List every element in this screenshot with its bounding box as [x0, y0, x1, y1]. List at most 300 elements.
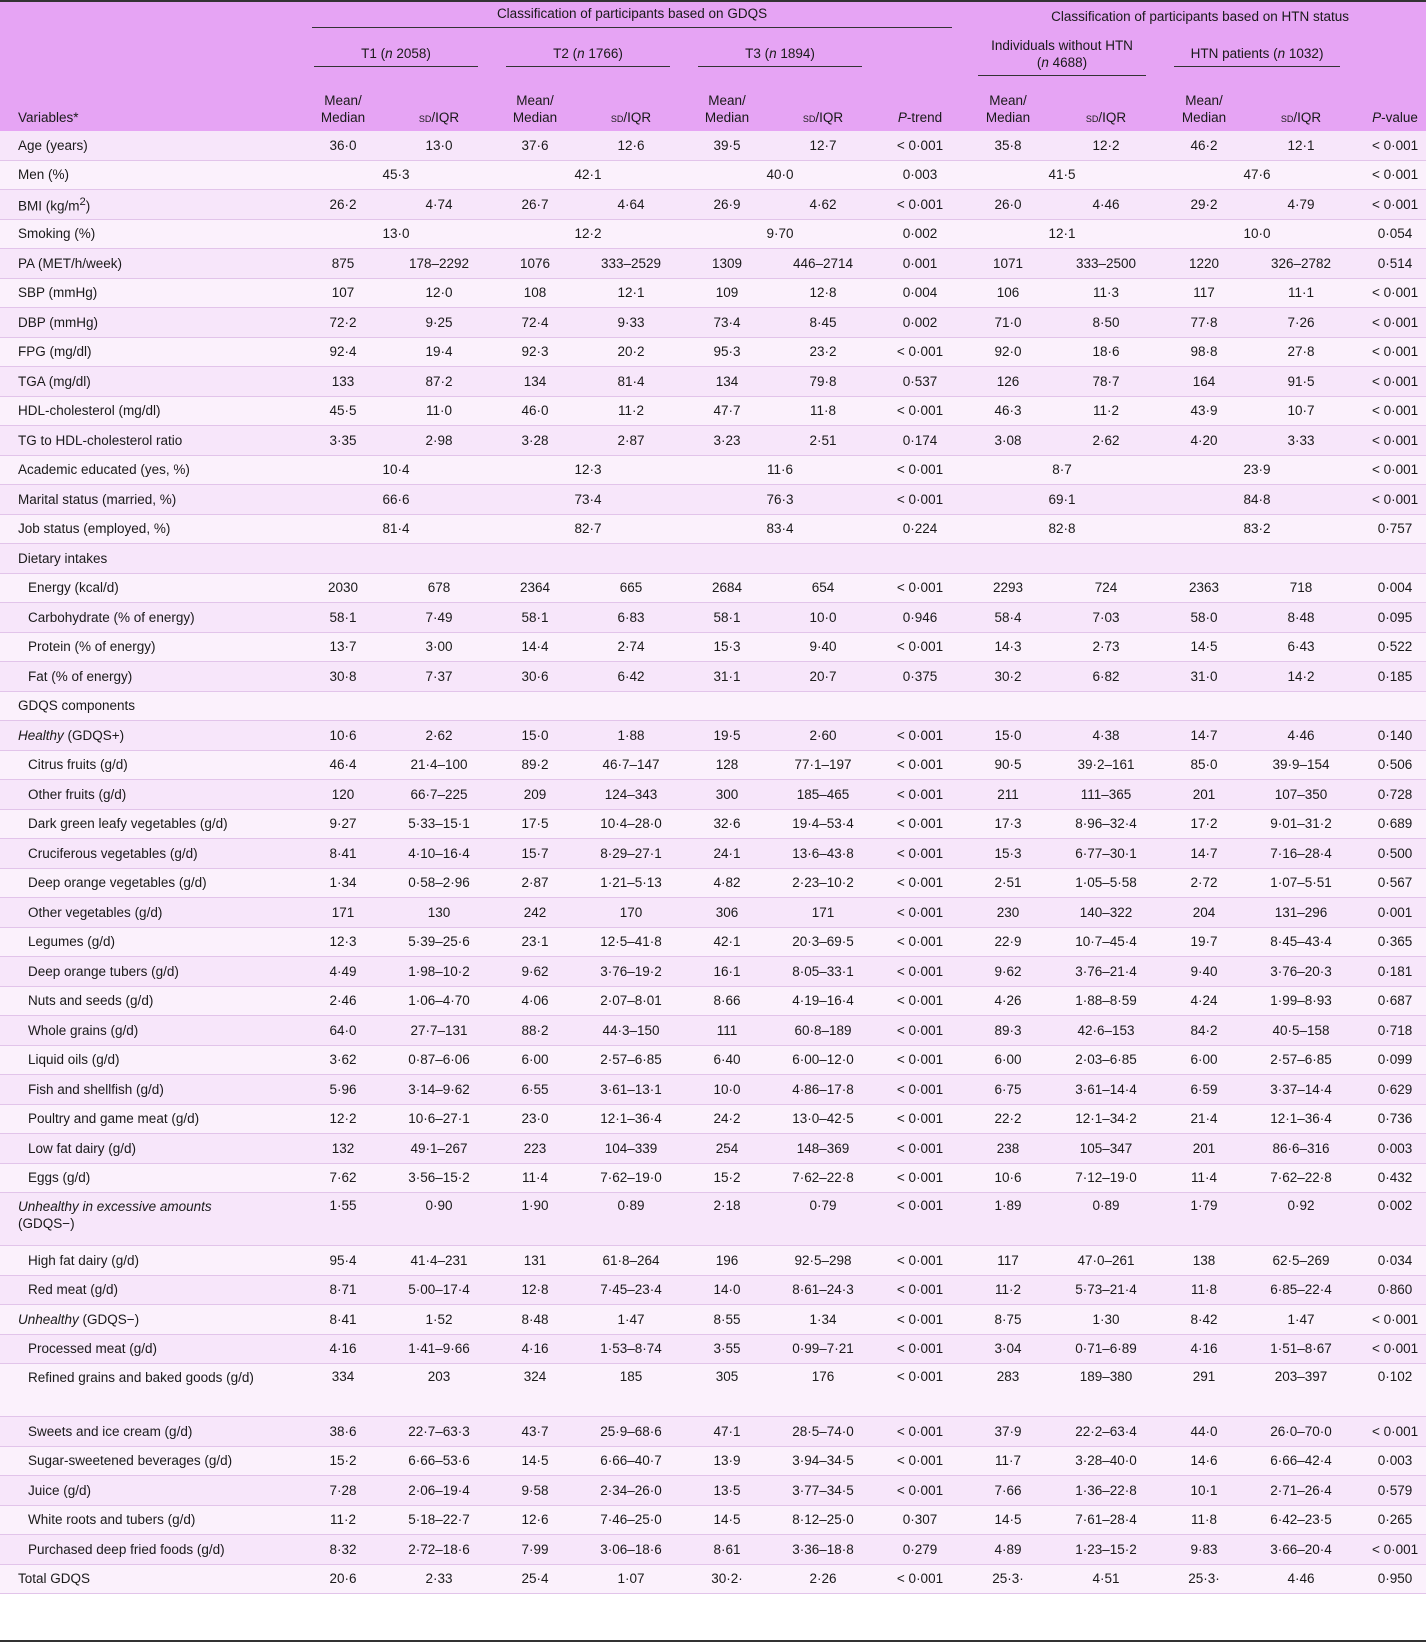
value-cell: 2·34–26·0 [578, 1476, 684, 1506]
value-cell: 185 [578, 1364, 684, 1417]
table-row [0, 721, 1426, 751]
value-cell: 15·2 [684, 1163, 770, 1193]
value-cell: 2·62 [386, 721, 492, 751]
value-cell: 16·1 [684, 957, 770, 987]
pct-cell: 12·3 [492, 455, 684, 485]
row-label: Juice (g/d) [0, 1476, 300, 1506]
value-cell: 126 [964, 367, 1052, 397]
table-row [0, 1476, 1426, 1506]
table-row [0, 1505, 1426, 1535]
p-cell: < 0·001 [876, 396, 964, 426]
pct-cell: 73·4 [492, 485, 684, 515]
value-cell: 3·37–14·4 [1248, 1075, 1354, 1105]
value-cell: 6·85–22·4 [1248, 1275, 1354, 1305]
value-cell: 13·7 [300, 632, 386, 662]
table-row [0, 1275, 1426, 1305]
row-label: Citrus fruits (g/d) [0, 750, 300, 780]
value-cell: 718 [1248, 573, 1354, 603]
value-cell: 2·51 [964, 868, 1052, 898]
value-cell: 0·89 [578, 1193, 684, 1246]
value-cell: 1·36–22·8 [1052, 1476, 1160, 1506]
value-cell: 1·47 [578, 1305, 684, 1335]
value-cell: 47·1 [684, 1417, 770, 1447]
value-cell: 8·45 [770, 308, 876, 338]
value-cell: 106 [964, 278, 1052, 308]
value-cell: 3·76–21·4 [1052, 957, 1160, 987]
pct-cell: 11·6 [684, 455, 876, 485]
value-cell: 2·23–10·2 [770, 868, 876, 898]
row-label: Eggs (g/d) [0, 1163, 300, 1193]
value-cell: 238 [964, 1134, 1052, 1164]
value-cell: 171 [300, 898, 386, 928]
value-cell: 45·5 [300, 396, 386, 426]
value-cell: 81·4 [578, 367, 684, 397]
value-cell: 3·94–34·5 [770, 1446, 876, 1476]
row-label: PA (MET/h/week) [0, 249, 300, 279]
header-mean-median: Mean/ Median [704, 93, 750, 125]
value-cell: 7·99 [492, 1535, 578, 1565]
value-cell: 111–365 [1052, 780, 1160, 810]
value-cell: 25·9–68·6 [578, 1417, 684, 1447]
value-cell: 92·3 [492, 337, 578, 367]
value-cell: 15·7 [492, 839, 578, 869]
header-blank-3 [876, 32, 964, 80]
value-cell: 3·76–20·3 [1248, 957, 1354, 987]
header-p-trend: P-trend [897, 110, 943, 125]
value-cell: 47·7 [684, 396, 770, 426]
value-cell: 1·55 [300, 1193, 386, 1246]
section-filler [300, 544, 1426, 574]
value-cell: 58·1 [300, 603, 386, 633]
table-row [0, 986, 1426, 1016]
pct-cell: 47·6 [1160, 160, 1354, 190]
p-cell: 0·102 [1354, 1364, 1426, 1417]
value-cell: 37·6 [492, 131, 578, 160]
table-row [0, 1045, 1426, 1075]
row-label: Fat (% of energy) [0, 662, 300, 692]
value-cell: 1·21–5·13 [578, 868, 684, 898]
value-cell: 43·7 [492, 1417, 578, 1447]
p-cell: < 0·001 [876, 1246, 964, 1276]
p-cell: < 0·001 [876, 1045, 964, 1075]
p-cell: < 0·001 [876, 750, 964, 780]
value-cell: 176 [770, 1364, 876, 1417]
value-cell: 23·1 [492, 927, 578, 957]
table-header [0, 0, 1426, 131]
value-cell: 11·4 [1160, 1163, 1248, 1193]
p-cell: 0·004 [876, 278, 964, 308]
value-cell: 22·9 [964, 927, 1052, 957]
value-cell: 26·9 [684, 190, 770, 220]
value-cell: 7·16–28·4 [1248, 839, 1354, 869]
value-cell: 12·0 [386, 278, 492, 308]
value-cell: 7·62–22·8 [1248, 1163, 1354, 1193]
value-cell: 4·86–17·8 [770, 1075, 876, 1105]
value-cell: 86·6–316 [1248, 1134, 1354, 1164]
value-cell: 84·2 [1160, 1016, 1248, 1046]
table-row [0, 249, 1426, 279]
value-cell: 203–397 [1248, 1364, 1354, 1417]
value-cell: 87·2 [386, 367, 492, 397]
p-cell: < 0·001 [1354, 1305, 1426, 1335]
value-cell: 89·3 [964, 1016, 1052, 1046]
value-cell: 211 [964, 780, 1052, 810]
header-blank-2 [0, 32, 300, 80]
value-cell: 1·88–8·59 [1052, 986, 1160, 1016]
p-cell: 0·687 [1354, 986, 1426, 1016]
pct-cell: 82·8 [964, 514, 1160, 544]
p-cell: 0·579 [1354, 1476, 1426, 1506]
pct-cell: 81·4 [300, 514, 492, 544]
value-cell: 9·25 [386, 308, 492, 338]
value-cell: 14·5 [1160, 632, 1248, 662]
value-cell: 2·06–19·4 [386, 1476, 492, 1506]
p-cell: < 0·001 [876, 721, 964, 751]
value-cell: 203 [386, 1364, 492, 1417]
table-row [0, 1134, 1426, 1164]
value-cell: 42·1 [684, 927, 770, 957]
p-cell: 0·034 [1354, 1246, 1426, 1276]
value-cell: 79·8 [770, 367, 876, 397]
value-cell: 25·3· [964, 1564, 1052, 1594]
row-label: Whole grains (g/d) [0, 1016, 300, 1046]
table-row [0, 337, 1426, 367]
value-cell: 24·2 [684, 1104, 770, 1134]
value-cell: 58·4 [964, 603, 1052, 633]
p-cell: 0·004 [1354, 573, 1426, 603]
row-label: Unhealthy in excessive amounts (GDQS−) [0, 1193, 300, 1246]
p-cell: 0·279 [876, 1535, 964, 1565]
value-cell: 21·4 [1160, 1104, 1248, 1134]
pct-cell: 23·9 [1160, 455, 1354, 485]
row-label: DBP (mmHg) [0, 308, 300, 338]
row-label: Poultry and game meat (g/d) [0, 1104, 300, 1134]
value-cell: 14·4 [492, 632, 578, 662]
value-cell: 15·0 [964, 721, 1052, 751]
pct-cell: 10·4 [300, 455, 492, 485]
value-cell: 10·6 [964, 1163, 1052, 1193]
value-cell: 1·34 [770, 1305, 876, 1335]
value-cell: 0·90 [386, 1193, 492, 1246]
value-cell: 9·27 [300, 809, 386, 839]
value-cell: 6·55 [492, 1075, 578, 1105]
value-cell: 5·39–25·6 [386, 927, 492, 957]
value-cell: 7·45–23·4 [578, 1275, 684, 1305]
value-cell: 22·7–63·3 [386, 1417, 492, 1447]
header-htn: HTN patients (n 1032) [1160, 32, 1354, 80]
value-cell: 20·6 [300, 1564, 386, 1594]
p-cell: 0·365 [1354, 927, 1426, 957]
value-cell: 20·2 [578, 337, 684, 367]
value-cell: 6·75 [964, 1075, 1052, 1105]
value-cell: 4·51 [1052, 1564, 1160, 1594]
value-cell: 6·00–12·0 [770, 1045, 876, 1075]
header-t1: T1 (n 2058) [300, 32, 492, 80]
row-label: FPG (mg/dl) [0, 337, 300, 367]
value-cell: 15·3 [964, 839, 1052, 869]
row-label: Refined grains and baked goods (g/d) [0, 1364, 300, 1417]
value-cell: 132 [300, 1134, 386, 1164]
table-row [0, 957, 1426, 987]
value-cell: 40·5–158 [1248, 1016, 1354, 1046]
value-cell: 164 [1160, 367, 1248, 397]
value-cell: 0·87–6·06 [386, 1045, 492, 1075]
value-cell: 37·9 [964, 1417, 1052, 1447]
value-cell: 223 [492, 1134, 578, 1164]
value-cell: 4·38 [1052, 721, 1160, 751]
value-cell: 305 [684, 1364, 770, 1417]
value-cell: 7·62–22·8 [770, 1163, 876, 1193]
value-cell: 230 [964, 898, 1052, 928]
value-cell: 111 [684, 1016, 770, 1046]
value-cell: 3·62 [300, 1045, 386, 1075]
row-label: White roots and tubers (g/d) [0, 1505, 300, 1535]
row-label: Processed meat (g/d) [0, 1334, 300, 1364]
header-mean-median: Mean/ Median [512, 93, 558, 125]
value-cell: 7·61–28·4 [1052, 1505, 1160, 1535]
pct-cell: 10·0 [1160, 219, 1354, 249]
p-cell: < 0·001 [876, 1275, 964, 1305]
table-row [0, 219, 1426, 249]
value-cell: 333–2500 [1052, 249, 1160, 279]
table-row [0, 1446, 1426, 1476]
p-cell: 0·946 [876, 603, 964, 633]
row-label: TG to HDL-cholesterol ratio [0, 426, 300, 456]
value-cell: 27·8 [1248, 337, 1354, 367]
value-cell: 1·89 [964, 1193, 1052, 1246]
value-cell: 18·6 [1052, 337, 1160, 367]
row-label: Nuts and seeds (g/d) [0, 986, 300, 1016]
table-row [0, 1305, 1426, 1335]
value-cell: 204 [1160, 898, 1248, 928]
value-cell: 3·36–18·8 [770, 1535, 876, 1565]
value-cell: 12·1 [1248, 131, 1354, 160]
value-cell: 19·4–53·4 [770, 809, 876, 839]
value-cell: 11·2 [578, 396, 684, 426]
value-cell: 133 [300, 367, 386, 397]
value-cell: 15·0 [492, 721, 578, 751]
row-label: BMI $(kg/m^2)$ [0, 190, 300, 220]
header-p-value: P-value [1372, 110, 1418, 125]
value-cell: 7·03 [1052, 603, 1160, 633]
row-label: Red meat (g/d) [0, 1275, 300, 1305]
value-cell: 14·7 [1160, 839, 1248, 869]
value-cell: 124–343 [578, 780, 684, 810]
value-cell: 8·45–43·4 [1248, 927, 1354, 957]
value-cell: 201 [1160, 1134, 1248, 1164]
value-cell: 170 [578, 898, 684, 928]
p-cell: 0·002 [1354, 1193, 1426, 1246]
value-cell: 8·05–33·1 [770, 957, 876, 987]
pct-cell: 83·2 [1160, 514, 1354, 544]
table-row [0, 1104, 1426, 1134]
table-row [0, 544, 1426, 574]
value-cell: 6·40 [684, 1045, 770, 1075]
value-cell: 24·1 [684, 839, 770, 869]
value-cell: 9·33 [578, 308, 684, 338]
value-cell: 306 [684, 898, 770, 928]
row-label: Unhealthy (GDQS−) [0, 1305, 300, 1335]
value-cell: 6·66–42·4 [1248, 1446, 1354, 1476]
value-cell: 6·66–53·6 [386, 1446, 492, 1476]
value-cell: 3·06–18·6 [578, 1535, 684, 1565]
value-cell: 22·2 [964, 1104, 1052, 1134]
value-cell: 12·2 [1052, 131, 1160, 160]
row-label: Men (%) [0, 160, 300, 190]
value-cell: 26·7 [492, 190, 578, 220]
value-cell: 26·2 [300, 190, 386, 220]
p-cell: < 0·001 [1354, 308, 1426, 338]
table-row [0, 1564, 1426, 1594]
value-cell: 85·0 [1160, 750, 1248, 780]
pct-cell: 12·1 [964, 219, 1160, 249]
header-blank-4 [1354, 32, 1426, 80]
value-cell: 19·4 [386, 337, 492, 367]
p-cell: 0·629 [1354, 1075, 1426, 1105]
table-row [0, 603, 1426, 633]
value-cell: 72·4 [492, 308, 578, 338]
value-cell: 4·19–16·4 [770, 986, 876, 1016]
value-cell: 1309 [684, 249, 770, 279]
value-cell: 14·5 [964, 1505, 1052, 1535]
value-cell: 8·96–32·4 [1052, 809, 1160, 839]
pct-cell: 66·6 [300, 485, 492, 515]
p-cell: < 0·001 [1354, 131, 1426, 160]
value-cell: 13·0–42·5 [770, 1104, 876, 1134]
p-cell: < 0·001 [1354, 1417, 1426, 1447]
value-cell: 7·28 [300, 1476, 386, 1506]
value-cell: 7·66 [964, 1476, 1052, 1506]
pct-cell: 13·0 [300, 219, 492, 249]
p-cell: < 0·001 [876, 1104, 964, 1134]
row-label: Purchased deep fried foods (g/d) [0, 1535, 300, 1565]
row-label: Healthy (GDQS+) [0, 721, 300, 751]
value-cell: 654 [770, 573, 876, 603]
value-cell: 1·41–9·66 [386, 1334, 492, 1364]
table-row [0, 160, 1426, 190]
p-cell: 0·432 [1354, 1163, 1426, 1193]
value-cell: 131 [492, 1246, 578, 1276]
value-cell: 3·04 [964, 1334, 1052, 1364]
value-cell: 189–380 [1052, 1364, 1160, 1417]
value-cell: 9·62 [964, 957, 1052, 987]
header-t2: T2 (n 1766) [492, 32, 684, 80]
value-cell: 2364 [492, 573, 578, 603]
value-cell: 2·07–8·01 [578, 986, 684, 1016]
row-label: Protein (% of energy) [0, 632, 300, 662]
p-cell: < 0·001 [876, 1075, 964, 1105]
p-cell: < 0·001 [876, 1334, 964, 1364]
table-row [0, 868, 1426, 898]
value-cell: 6·42 [578, 662, 684, 692]
value-cell: 0·89 [1052, 1193, 1160, 1246]
value-cell: 9·83 [1160, 1535, 1248, 1565]
row-label: HDL-cholesterol (mg/dl) [0, 396, 300, 426]
value-cell: 64·0 [300, 1016, 386, 1046]
value-cell: 104–339 [578, 1134, 684, 1164]
value-cell: 28·5–74·0 [770, 1417, 876, 1447]
value-cell: 11·1 [1248, 278, 1354, 308]
value-cell: 3·35 [300, 426, 386, 456]
p-cell: < 0·001 [876, 1564, 964, 1594]
row-label: Dietary intakes [0, 544, 300, 574]
row-label: Deep orange vegetables (g/d) [0, 868, 300, 898]
value-cell: 46·4 [300, 750, 386, 780]
value-cell: 23·0 [492, 1104, 578, 1134]
value-cell: 39·9–154 [1248, 750, 1354, 780]
p-cell: 0·718 [1354, 1016, 1426, 1046]
p-cell: 0·181 [1354, 957, 1426, 987]
value-cell: 3·76–19·2 [578, 957, 684, 987]
value-cell: 0·99–7·21 [770, 1334, 876, 1364]
value-cell: 14·6 [1160, 1446, 1248, 1476]
value-cell: 134 [492, 367, 578, 397]
table-row [0, 780, 1426, 810]
value-cell: 2293 [964, 573, 1052, 603]
value-cell: 1·98–10·2 [386, 957, 492, 987]
value-cell: 8·61–24·3 [770, 1275, 876, 1305]
value-cell: 8·75 [964, 1305, 1052, 1335]
value-cell: 15·3 [684, 632, 770, 662]
value-cell: 31·1 [684, 662, 770, 692]
value-cell: 724 [1052, 573, 1160, 603]
value-cell: 4·16 [492, 1334, 578, 1364]
value-cell: 7·62–19·0 [578, 1163, 684, 1193]
value-cell: 2·87 [492, 868, 578, 898]
p-cell: < 0·001 [876, 780, 964, 810]
header-t3: T3 (n 1894) [684, 32, 876, 80]
p-cell: 0·950 [1354, 1564, 1426, 1594]
header-mean-median: Mean/ Median [320, 93, 366, 125]
value-cell: 30·2 [964, 662, 1052, 692]
value-cell: 196 [684, 1246, 770, 1276]
p-cell: < 0·001 [876, 986, 964, 1016]
p-cell: 0·736 [1354, 1104, 1426, 1134]
section-filler [300, 691, 1426, 721]
value-cell: 3·33 [1248, 426, 1354, 456]
value-cell: 12·5–41·8 [578, 927, 684, 957]
value-cell: 8·55 [684, 1305, 770, 1335]
value-cell: 46·3 [964, 396, 1052, 426]
p-cell: < 0·001 [876, 927, 964, 957]
value-cell: 44·0 [1160, 1417, 1248, 1447]
row-label: TGA (mg/dl) [0, 367, 300, 397]
p-cell: < 0·001 [876, 1364, 964, 1417]
table-row [0, 131, 1426, 160]
value-cell: 300 [684, 780, 770, 810]
value-cell: 39·5 [684, 131, 770, 160]
value-cell: 61·8–264 [578, 1246, 684, 1276]
value-cell: 8·71 [300, 1275, 386, 1305]
p-cell: < 0·001 [876, 337, 964, 367]
value-cell: 446–2714 [770, 249, 876, 279]
header-blank [0, 0, 300, 32]
p-cell: < 0·001 [1354, 160, 1426, 190]
value-cell: 1076 [492, 249, 578, 279]
header-mean-median: Mean/ Median [1181, 93, 1227, 125]
pct-cell: 82·7 [492, 514, 684, 544]
value-cell: 11·0 [386, 396, 492, 426]
table-row [0, 839, 1426, 869]
p-cell: 0·001 [876, 249, 964, 279]
value-cell: 12·8 [492, 1275, 578, 1305]
pct-cell: 40·0 [684, 160, 876, 190]
value-cell: 242 [492, 898, 578, 928]
value-cell: 14·7 [1160, 721, 1248, 751]
value-cell: 92·0 [964, 337, 1052, 367]
value-cell: 32·6 [684, 809, 770, 839]
p-cell: < 0·001 [1354, 367, 1426, 397]
